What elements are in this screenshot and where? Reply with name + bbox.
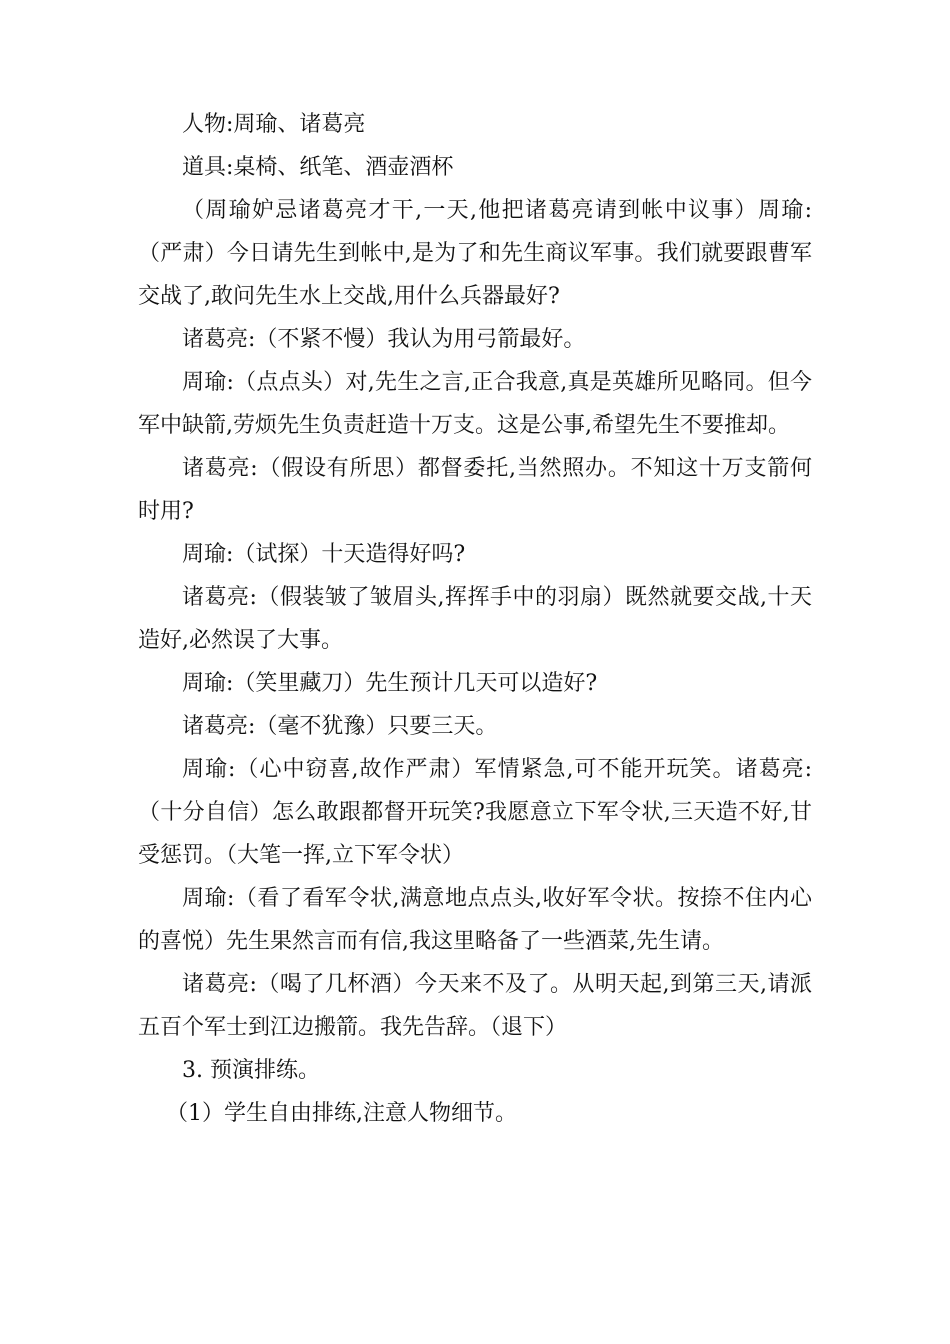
characters-line: 人物:周瑜、诸葛亮 bbox=[182, 112, 366, 137]
dialogue-paragraph: （周瑜妒忌诸葛亮才干,一天,他把诸葛亮请到帐中议事）周瑜:（严肃）今日请先生到帐中,是为了和先生商议军事。我们就要跟曹军交战了,敢问先生水上交战,用什么兵器最好? bbox=[138, 198, 812, 309]
dialogue-paragraph: 周瑜:（心中窃喜,故作严肃）军情紧急,可不能开玩笑。诸葛亮:（十分自信）怎么敢跟都督开玩笑?我愿意立下军令状,三天造不好,甘受惩罚。（大笔一挥,立下军令状） bbox=[138, 757, 812, 868]
dialogue-paragraph: 诸葛亮:（毫不犹豫）只要三天。 bbox=[182, 714, 498, 739]
dialogue-paragraph: 诸葛亮:（假设有所思）都督委托,当然照办。不知这十万支箭何时用? bbox=[138, 456, 812, 524]
script-text bbox=[138, 103, 812, 1135]
props-line: 道具:桌椅、纸笔、酒壶酒杯 bbox=[182, 155, 454, 180]
dialogue-paragraph: 周瑜:（试探）十天造得好吗? bbox=[182, 542, 466, 567]
step-item: （1）学生自由排练,注意人物细节。 bbox=[166, 1101, 517, 1126]
dialogue-paragraph: 诸葛亮:（不紧不慢）我认为用弓箭最好。 bbox=[182, 327, 586, 352]
dialogue-paragraph: 周瑜:（点点头）对,先生之言,正合我意,真是英雄所见略同。但今军中缺箭,劳烦先生负责赶造十万支。这是公事,希望先生不要推却。 bbox=[138, 370, 812, 438]
dialogue-paragraph: 周瑜:（笑里藏刀）先生预计几天可以造好? bbox=[182, 671, 598, 696]
dialogue-paragraph: 诸葛亮:（喝了几杯酒）今天来不及了。从明天起,到第三天,请派五百个军士到江边搬箭。我先告辞。（退下） bbox=[138, 972, 812, 1040]
dialogue-paragraph: 周瑜:（看了看军令状,满意地点点头,收好军令状。按捺不住内心的喜悦）先生果然言而有信,我这里略备了一些酒菜,先生请。 bbox=[138, 886, 812, 954]
step-heading: 3. 预演排练。 bbox=[182, 1058, 320, 1083]
dialogue-paragraph: 诸葛亮:（假装皱了皱眉头,挥挥手中的羽扇）既然就要交战,十天造好,必然误了大事。 bbox=[138, 585, 812, 653]
